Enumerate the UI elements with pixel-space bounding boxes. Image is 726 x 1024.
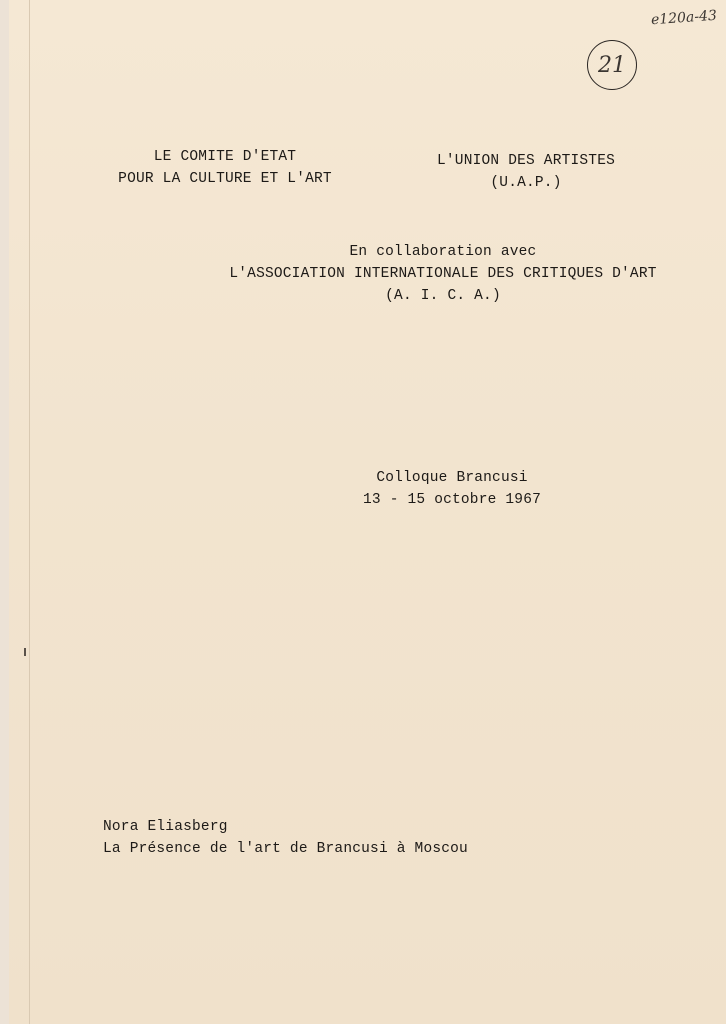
- header-left: [109, 146, 341, 190]
- paper-title: La Présence de l'art de Brancusi à Moscou: [103, 841, 468, 857]
- paper-block: [103, 816, 468, 860]
- event-dates: 13 - 15 octobre 1967: [362, 492, 542, 508]
- header-left-line2: POUR LA CULTURE ET L'ART: [118, 171, 332, 187]
- collaboration-line1: En collaboration avec: [349, 244, 537, 260]
- page-number-circle: [587, 40, 637, 90]
- event-name: Colloque Brancusi: [376, 470, 528, 486]
- collaboration-line3: (A. I. C. A.): [385, 288, 501, 304]
- page-number: 21: [598, 52, 626, 78]
- margin-mark: [24, 648, 26, 656]
- event-block: [347, 467, 557, 511]
- header-right-line1: L'UNION DES ARTISTES: [436, 153, 616, 169]
- header-left-line1: LE COMITE D'ETAT: [153, 149, 297, 165]
- collaboration-block: [219, 241, 667, 307]
- header-right-line2: (U.A.P.): [490, 175, 562, 191]
- binding-edge: [29, 0, 30, 1024]
- paper-author: Nora Eliasberg: [103, 819, 228, 835]
- header-right: [427, 150, 625, 194]
- archive-reference: e120a-43: [650, 7, 718, 29]
- collaboration-line2: L'ASSOCIATION INTERNATIONALE DES CRITIQUES D'ART: [229, 266, 657, 282]
